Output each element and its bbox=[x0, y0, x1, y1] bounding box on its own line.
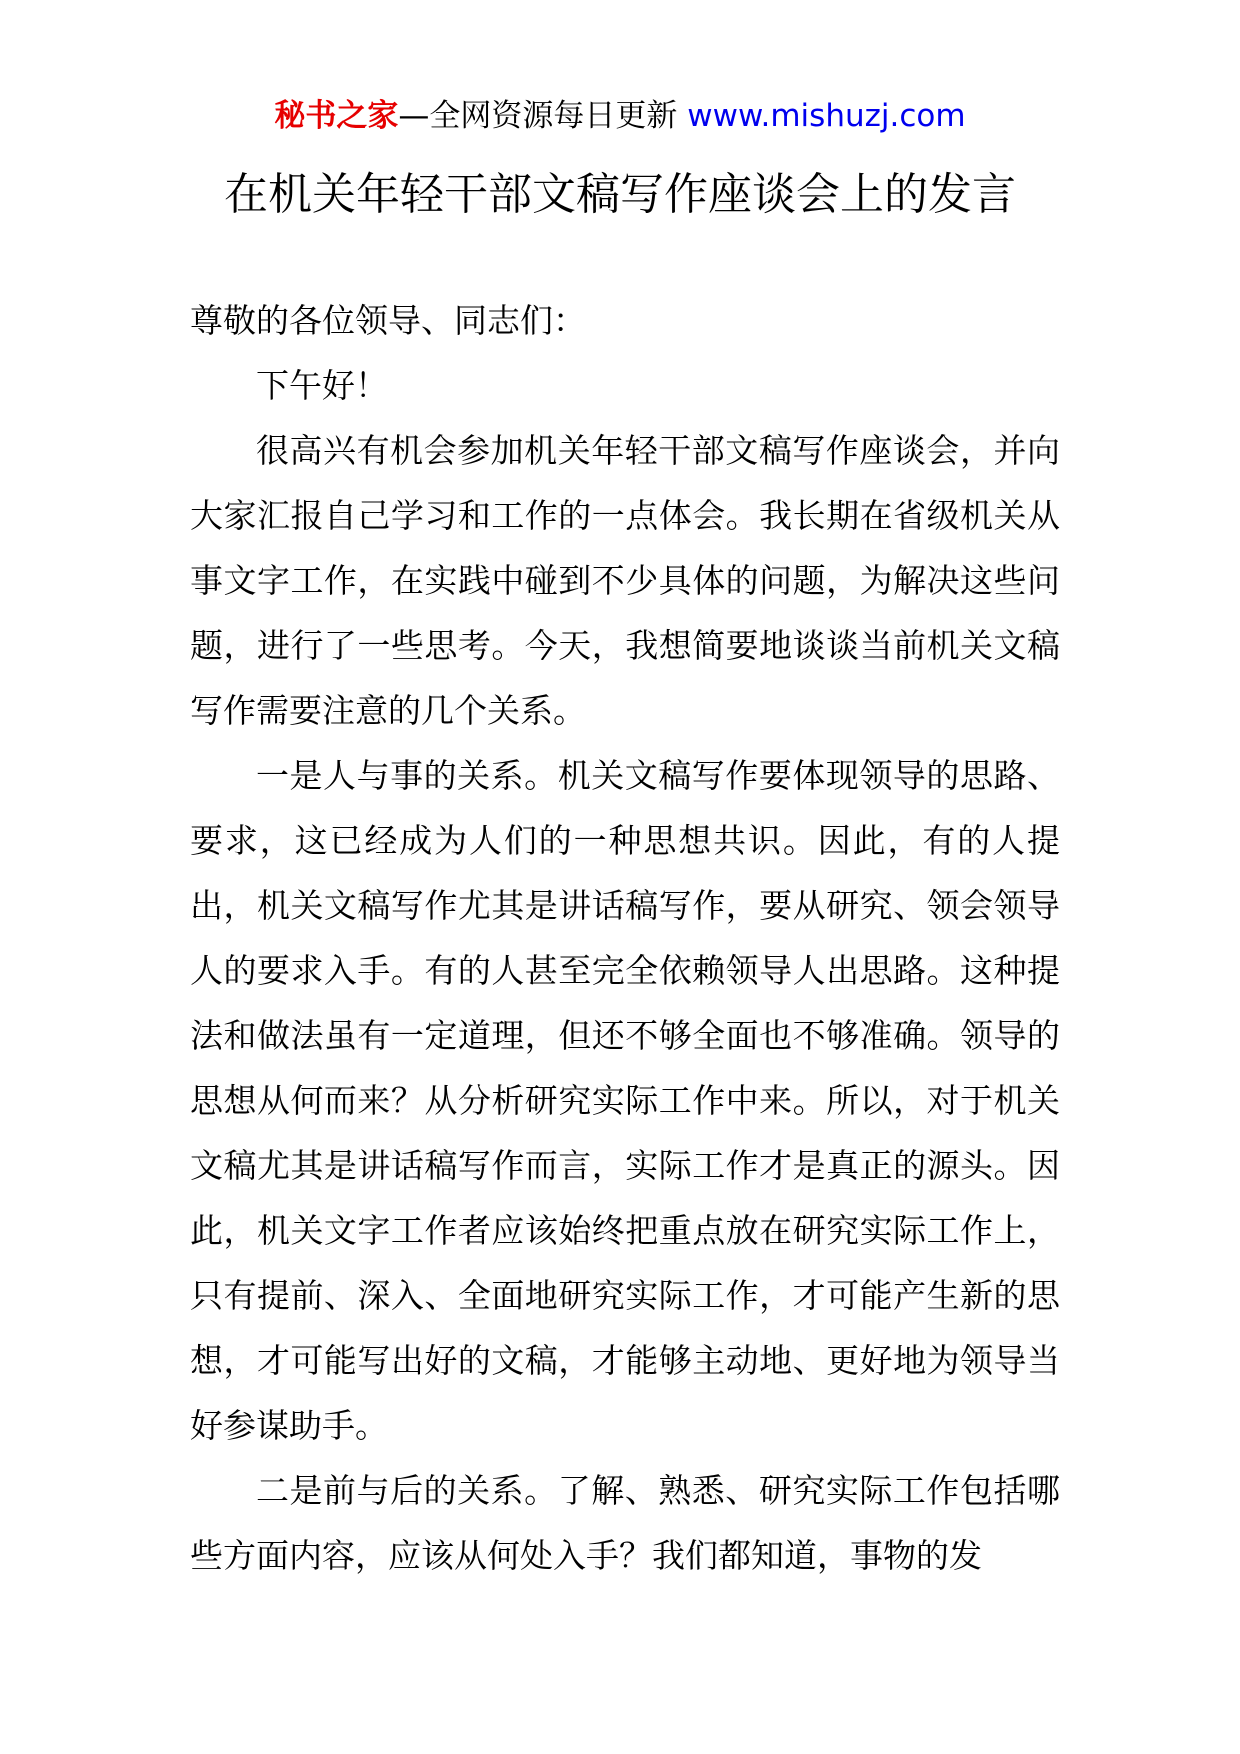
paragraph-point-two: 二是前与后的关系。了解、熟悉、研究实际工作包括哪些方面内容，应该从何处入手？我们都知道，事物的发 bbox=[190, 1471, 1060, 1575]
document-title: 在机关年轻干部文稿写作座谈会上的发言 bbox=[224, 169, 1016, 220]
salutation: 尊敬的各位领导、同志们： bbox=[190, 301, 586, 340]
site-slogan: —全网资源每日更新 bbox=[398, 98, 688, 134]
document-body bbox=[190, 288, 1060, 1588]
site-brand-name: 秘书之家 bbox=[274, 98, 399, 134]
site-banner bbox=[0, 96, 1240, 136]
paragraph-greeting: 下午好！ bbox=[256, 366, 388, 405]
site-url-link[interactable]: www.mishuzj.com bbox=[687, 98, 966, 134]
paragraph-intro: 很高兴有机会参加机关年轻干部文稿写作座谈会，并向大家汇报自己学习和工作的一点体会。我长期在省级机关从事文字工作，在实践中碰到不少具体的问题，为解决这些问题，进行了一些思考。今天，我想简要地谈谈当前机关文稿写作需要注意的几个关系。 bbox=[190, 431, 1060, 730]
paragraph-point-one: 一是人与事的关系。机关文稿写作要体现领导的思路、要求，这已经成为人们的一种思想共识。因此，有的人提出，机关文稿写作尤其是讲话稿写作，要从研究、领会领导人的要求入手。有的人甚至完全依赖领导人出思路。这种提法和做法虽有一定道理，但还不够全面也不够准确。领导的思想从何而来？从分析研究实际工作中来。所以，对于机关文稿尤其是讲话稿写作而言，实际工作才是真正的源头。因此，机关文字工作者应该始终把重点放在研究实际工作上，只有提前、深入、全面地研究实际工作，才可能产生新的思想，才可能写出好的文稿，才能够主动地、更好地为领导当好参谋助手。 bbox=[190, 756, 1060, 1445]
